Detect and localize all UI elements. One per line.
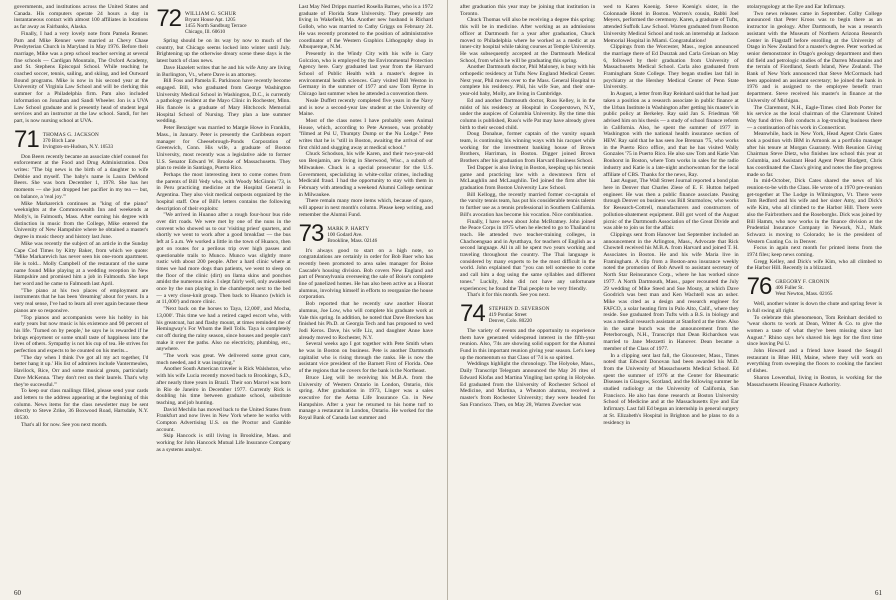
- paragraph: Another Dartmouth doctor, Phil Maloney, is busy with his orthopedic residency at Tufts New England Medical Center. Next year, Phil moves over to the Mass. General Hospital to complete his residency. Phil, his wife Sue, and their one-year-old baby, Molly, are living in Cambridge.: [460, 64, 596, 98]
- paragraph: Several weeks ago I got together with Pete Smith when he was in Boston on business. Pete is another Dartmouth capitalist who is rising through the ranks. He is now the assistant vice president of the Barnett First of Florida. One of the regions that he covers for the bank is the Northeast.: [298, 341, 433, 375]
- paragraph: Bill Kellogg, the recently married former co-captain of the varsity tennis team, has put his considerable tennis talents to further use as a tennis professional in Southern California. Bill's avocation has become his vocation. Nice combination.: [460, 191, 596, 218]
- paragraph: Clippings from the Worcester, Mass., region announced the marriage there of Ed Dusztak and Carla Greiaan on May 6, followed by their graduation from University of Massachusetts Medical School. Carla also graduated from Framingham State College. They began studies last fall in psychiatry at the Hershey Medical Center of Penn State University.: [603, 44, 739, 91]
- paragraph: Dave Hazelett writes that he and his wife Amy are living in Burlington, Vt., where Dave is an attorney.: [156, 64, 291, 78]
- paragraph: Most of the class notes I have probably seen Animal House, which, according to Pete Arensen, was probably "filmed at Psi U, Thumpty Dump or the Nu Lodge." Pete writes that he is "still in Boston, awaiting the arrival of our first child and slugging away at medical school.": [298, 117, 433, 151]
- paragraph: In a clipping sent last fall, the Gloucester, Mass., Times noted that Edward Donovan had been awarded his M.D. from the University of Massachusetts Medical School. Ed spent the summer of 1976 at the Center for Rheumatic Diseases in Glasgow, Scotland, and the following summer he studied radiology at the University of California, San Francisco. He also has done research at Boston University School of Medicine and at the Massachusetts Eye and Ear Infirmary. Last fall Ed began an internship in general surgery at St. Elizabeth's Hospital in Brighton and he plans to do a residency in: [603, 352, 739, 426]
- class-header-73: [298, 219, 433, 247]
- address-line: Bryant House Apt. 1205: [185, 17, 236, 23]
- paragraph: Two news releases came in September. Colby College announced that Peter Kroos was to begin there as an instructor in geology. After Dartmouth, he was a research assistant with the Museum of Northern Arizona Research Center in Flagstaff before enrolling at the University of Otago in New Zealand for a master's degree. Peter worked as senior demonstrator in Otago's geology department and then did field and petrologic studies of the Darren Mountains and the terrain of Fiordland, South Island, New Zealand. The Bank of New York announced that Steve McCormack had been appointed an assistant secretary; he joined the bank in 1976 and is assigned to the employee benefit trust department. Steve received his master's in finance at the University of Michigan.: [746, 10, 882, 104]
- paragraph: Doug Donahue, former captain of the varsity squash team, is continuing his winning ways with his racquet while working for the investment banking house of Brown Brothers, Harriman, in Boston. Digger joined Brown Brothers after his graduation from Harvard Business School.: [460, 131, 596, 165]
- paragraph: Don Beers recently became an associate chief counsel for enforcement at the Food and Drug Administration. Don writes: "The big news is the birth of a daughter to wife Debbie and myself. The baby's name is Laura DeMond Beers. She was born December 1, 1978. She has her moments — she just dropped her pacifier in my tea — but, on balance, a 'real joy.'": [14, 153, 149, 200]
- paragraph: In August, a letter from Ray Reinhard said that he had just taken a position as a research associate in public finance at the Urban Institute in Washington after getting his master's in public policy at Berkeley. Ray said Jan S. Friedman '68 advised him on his thesis — a study of school finance reform in California. Also, he spent the summer of 1977 in Washington with the national health insurance section of HEW. Ray said that he has seen Joe Brennan '75, who works in the Puerto Rico office, and that he has visited Wally Gonzales '75 in Puerto Rico. He also saw Tom and Katie Van Bonhorst in Boston, where Tom works in sales for the radio industry and Katie is a late-night anchorwoman for the local affiliate of CBS. Thanks for the news, Ray.: [603, 91, 739, 178]
- paragraph: Bill Foss and Pamela E. Parkinson have recently become engaged. Bill, who graduated from George Washington University Medical School in Washington, D.C., is currently a pathology resident at the Mayo Clinic in Rochester, Minn. His fiancée is a graduate of Mary Hitchcock Memorial Hospital School of Nursing. They plan a late summer wedding.: [156, 78, 291, 125]
- secretary-name: MARK P. HARTY: [327, 225, 370, 232]
- class-header-76: [746, 273, 882, 301]
- paragraph: "The piano at his two places of employment are instruments that he has been 'dreaming' about for years. In a very real sense, I've had to learn all over again because these pianos are so responsive.: [14, 287, 149, 314]
- class-year: 72: [156, 5, 182, 32]
- paragraph: otolaryngology at the Eye and Ear Infirmary.: [746, 4, 846, 10]
- paragraph: Chuck Schodson, his wife Karen, and their two-year-old son Benjamin, are living in Sherwood, Wisc., a suburb of Milwaukee. Chuck is a special prosecutor for the U.S. Government, specializing in white-collar crimes, including Medicaid fraud. I had the opportunity to stay with them in February with attending a weekend Alumni College seminar in Milwaukee.: [298, 151, 433, 198]
- class-year: 74: [460, 299, 485, 327]
- secretary-address: [489, 303, 550, 324]
- paragraph: Bob reported that he recently saw another Hoorat alumnus, Joe Low, who will complete his graduate work at Yale this spring. In addition, he noted that Dave Brecken has finished his Ph.D. at Georgia Tech and has proposed to wed Jodi Keros. Dave, his wife Liz, and daughter Anne have already moved to Rochester, N.Y.: [298, 301, 433, 341]
- right-column-3: [747, 4, 882, 586]
- address-line: 100 Godard Ave.: [327, 231, 363, 238]
- paragraph: That's all for now. See you next month.: [21, 421, 108, 428]
- paragraph: governments, and institutions across the United States and Canada. His computers operate 24 hours a day in instantaneous contact with almost 100 affiliates in locations as far away as Fairbanks, Alaska.: [14, 4, 149, 31]
- paragraph: Spring should be on its way by now to much of the country, but Chicago seems locked into winter until July. Brightening up the otherwise dreary scene these days is the latest batch of class news.: [156, 38, 291, 65]
- paragraph: Last August, The Wall Street Journal reported a bond plan here in Denver that Charles Ziese of E. F. Hutton helped engineer. He was then a public finance associate. Passing through Denver on business was Bill Sturmolow, who works for Research-Cottrell, manufacturers and constructors of pollution-abatement equipment. Bill got word of the August picnic of the Dartmouth Association of the Great Divide and was able to join us for the affair.: [603, 178, 739, 232]
- class-year: 71: [14, 125, 39, 153]
- left-column-1: [14, 4, 148, 586]
- right-page: [448, 0, 896, 600]
- paragraph: Meanwhile, back in New York, Head Agent Chris Gates took a position with IBM in Armonk as a portfolio manager after his tenure at Morgan Guaranty. With Reunion Giving Chairman Steve Dietz, who finishes law school this year at Columbia, and Assistant Head Agent Peter Blodgett, Chris has coordinated the Class's giving and notes the fine progress made so far.: [746, 131, 882, 178]
- paragraph: Peter Benziger was married to Margie Howe in Franklin, Mass., in January. Peter is presently the Caribbean export manager for Cheesebrough-Ponds Corporation of Greenwich, Conn. His wife, a graduate of Boston University, most recently was a legislative aide to former U.S. Senator Edward W. Brooke of Massachusetts. They plan to reside in Santiago, Puerto Rico.: [156, 125, 291, 172]
- paragraph: Perhaps the most interesting item to come comes from the parents of Bill Vedy who, with Woody McGinnis '73, is in Peru practicing medicine at the Hospital General in Argentina. They also visit medical outposts organized by the hospital staff. One of Bill's letters contains the following description of their exploits:: [156, 172, 291, 212]
- secretary-address: [43, 129, 113, 150]
- paragraph: The variety of events and the opportunity to experience them have generated widespread interest in the fifth-year reunion. Also, '74s are showing solid support for the Alumni Fund in this important reunion giving year season. Let's keep up the momentum so that Class of '74 is so spirited.: [460, 327, 596, 361]
- paragraph: Last May Ned Dripps married Rosella Barnes, who is a 1972 graduate of Florida State University. They presently are living in Wakefield, Ma. Another new husband is Richard Gollob, who was married to Cathy Griggs on February 24. He was recently promoted to the position of administrative coordinator of the Western Graphics Lithography shop in Albuquerque, N.M.: [298, 4, 433, 51]
- left-column-2: [156, 4, 290, 586]
- paragraph: Finally, I had a very lovely note from Pamela Renner. Pam and Mike Renner were married at Chevy Chase Presbyterian Church in Maryland in May 1976. Before their marriage, Mike was a prep school teacher serving at several fine schools — Cardigan Mountain, The Oxford Academy, and St. Stephens Episcopal School. While teaching he coached soccer, tennis, sailing, and skiing, and led Outward Bound programs. Mike is now in his second year at the University of Virginia Law School and will be clerking this summer for a Philadelphia firm. Pam also included information on Jonathan and Sandi Wheeler. Jon is a UVA Law School graduate and is presently head of student legal services and an instructor at the law school. Sandi, for her part, is now nursing school at UVA.: [14, 30, 149, 124]
- address-line: Irvington-on-Hudson, N.Y. 10533: [42, 143, 114, 150]
- paragraph: "Next back on the horses to Taya, 12,000', and Mocha, 13,000'. This time we had a retired caged escort who, with his greatcoat, hat and flashy mount, at times reminded me of Hemingway's For Whom the Bell Tolls. Taya is completely cut off during the rainy season, since houses and people can't make it over the paths. Also no electricity, plumbing, etc., anywhere.: [156, 306, 291, 353]
- paragraph: Skip Hancock is still living in Brookline, Mass. and working for John Hancock Mutual Life Insurance Company as a systems analyst.: [156, 433, 291, 453]
- paragraph: Presently in the Windy City with his wife is Gary Golczion, who is employed by the Environmental Protection Agency here. Gary graduated last year from the Harvard School of Public Health with a master's degree in environmental health sciences. Gary visited Bill Weston in Germany in the summer of 1977 and saw Tom Byrne in Chicago last summer when he attended a convention there.: [298, 50, 433, 98]
- paragraph: Ed and another Dartmouth doctor, Russ Kelley, is in the midst of his residency at Hospital in Cooperstown, N.Y., under the auspices of Columbia University. By the time this column is published, Russ's wife Pat may have already given birth to their second child.: [460, 97, 596, 131]
- secretary-name: GREGORY F. CRONIN: [775, 279, 830, 286]
- address-line: Chicago, Ill. 60610: [185, 29, 226, 35]
- paragraph: Focus in again next month for printed items from the 1974 files; keep news coming.: [746, 245, 882, 259]
- paragraph: after graduation this year may be joining that institution in Toronto.: [460, 4, 596, 17]
- paragraph: Bruce Lieg will be receiving his M.B.A. from the University of Western Ontario in London, Ontario, this spring. After graduation in 1973, Linger was a sales executive for the Aetna Life Insurance Co. in New Hampshire. After a year he returned to his home turf to manage a restaurant in London, Ontario. He worked for the Royal Bank of Canada last summer and: [298, 374, 433, 422]
- class-header-74: [460, 299, 595, 327]
- address-line: West Newton, Mass. 02165: [775, 291, 833, 298]
- paragraph: wed to Karen Koenig. Steve Koenig's sister, in the Colonnade Hotel in Boston. Warren's cousin, Rabbi Joel Meyers, performed the ceremony. Karen, a graduate of Tufts, attended Suffolk Law School. Warren graduated from Boston University Medical School and took an internship at Jackson Memorial Hospital in Miami. Congratulations!: [603, 4, 739, 44]
- class-year: 76: [746, 273, 772, 301]
- paragraph: It's always good to start on a high note, so congratulations are certainly in order for Bob Baer who has recently been promoted to area sales manager for Boise Cascade's housing division. Bob covers New England and part of Pennsylvania overseeing the sale of Boise's complete line of panelized homes. He has also been active as a Hoorat alumnus, involving himself in efforts to reorganize the house corporation.: [298, 247, 433, 301]
- paragraph: The Claremont, N.H., Eagle-Times cited Bob Porter for his service as the local chairman of the Claremont United Way fund drive. Bob conducts a log-trucking business there — a continuation of his work in Connecticut.: [746, 104, 882, 131]
- class-header-72: [156, 5, 290, 35]
- secretary-name: STEPHEN D. SEVERSON: [488, 305, 550, 312]
- secretary-address: [185, 8, 247, 35]
- paragraph: In mid-October, Dick Cates shared the news of his reunion-to-be with the Class. He wrote of a 1970 pre-reunion get-together at The Lodge in Wilmington, Vt. There were Tom Redford and his wife and her sister Amy, and Dick's wife Kim, who all climbed to the Harbor Hill. There were also the Fairbrothers and the Roseborghs. Dick was joined by Bill Hamm, who now works in the finance division at the Prudential Insurance Company in Newark, N.J., Mark Schwarz is moving to Colorado; he is the president of Western Coating Co. in Denver.: [746, 178, 882, 245]
- paragraph: Neale Duffett recently completed five years in the Navy and is now a second-year law student at the University of Maine.: [298, 97, 433, 118]
- paragraph: Gregg Kelley, and Dick's wife Kim, who all climbed to the Harbor Hill. Recently in a blizzard.: [746, 258, 882, 272]
- paragraph: Another South American traveler is Rick Walshston, who with his wife Lucia recently moved back to Brookings, S.D., after nearly three years in Brazil. Their son Marcel was born in Rio de Janeiro in December 1977. Currently Rick is doubling his time between graduate school, substitute teaching, and job hunting.: [156, 366, 291, 406]
- secretary-name: WILLIAM G. SCHUR: [185, 11, 237, 17]
- paragraph: "The work was great. We delivered some great care, much needed, and it was inspiring.": [156, 353, 291, 366]
- paragraph: Chuck Thomas will also be receiving a degree this spring: this will be in medicine. After working as an admissions officer at Dartmouth for a year after graduation, Chuck moved to Philadelphia where he worked as a medic at an inner-city hospital while taking courses at Temple University. He was subsequently accepted at the Dartmouth Medical School, from which he will be graduating this spring.: [460, 17, 596, 64]
- address-line: Brookline, Mass. 02146: [327, 237, 378, 244]
- secretary-name: THOMAS G. JACKSON: [42, 131, 99, 138]
- paragraph: Well, another winter is down the chute and spring fever is in full swing all right.: [746, 301, 882, 314]
- paragraph: Mike Markarerich continues as "king of the piano" weeknights at the Commonwealth Inn and weekends at Molly's, in Falmouth, Mass. After earning his degree with distinction in music from the College, Mike entered the University of New Hampshire where he obtained a master's degree in music theory and history last June.: [14, 200, 149, 241]
- address-line: 419 Pontiac Street: [488, 311, 527, 318]
- right-column-1: [460, 4, 595, 586]
- secretary-address: [327, 223, 377, 244]
- class-header-71: [14, 125, 148, 153]
- paragraph: "The day when I think I've got all my act together, I'd better hang it up.' His list of admirers include Vantermeulen, Havilock, Rice, Orr and some musical greats, particularly Dave McKenna. 'They don't rest on their laurels. That's why they're successful.'": [14, 354, 149, 388]
- address-line: 406 Fuller St.: [775, 285, 804, 292]
- address-line: 370 Birch Lane: [42, 137, 75, 144]
- paragraph: To keep our class mailings filled, please send your cards and letters to the address appearing at the beginning of this column. News items for the class newsletter may be sent directly to Steve Zrike, 36 Boxwood Road, Hartsdale, N.Y. 10530.: [14, 388, 149, 422]
- paragraph: Ted Dapper is also living in Boston, keeping up his tennis game and practicing law with a downtown firm of McLaughlin and McLaughlin. Ted joined the firm after his graduation from Boston University Law School.: [460, 164, 596, 191]
- paragraph: There remain many more items which, because of space, will appear in next month's column. Please keep writing, and remember the Alumni Fund.: [298, 198, 433, 218]
- page-number: 61: [875, 589, 882, 597]
- paragraph: That's it for this month. See you next.: [467, 292, 550, 299]
- right-column-2: [603, 4, 738, 586]
- paragraph: Mike was recently the subject of an article in the Sunday Cape Cod Times by Kitty Baker, from which we quote: "Mike Markarevich has never seen his one-room apartment. He is told... Molly Campbell of the restaurant of the same name found Mike playing at a wedding reception in New Hampshire and promised him a job in Falmouth. She kept her word and he came to Falmouth last April.: [14, 240, 149, 288]
- address-line: 1455 North Sandburg Terrace: [185, 23, 247, 29]
- paragraph: Weddings highlight the chronology. The Holyoke, Mass., Daily Transcript Telegram announced the May 26 rites of Edward Klofas and Martina Yingling last spring in Holyoke. Ed graduated from the University of Rochester School of Medicine, and Martina, a Wheaton alumna, received a master's from Rochester University; they were headed for San Francisco. Then, on May 28, Warren Zwecker was: [460, 361, 596, 408]
- secretary-address: [775, 276, 832, 297]
- class-year: 73: [298, 219, 324, 247]
- paragraph: To celebrate this phenomenon, Tom Reinhart decided to "wear shorts to work at Dean, Witter & Co. to give the women a taste of what they've been missing since last August." Rhino says he's shaved his legs for the first time since leaving Psi U.: [746, 314, 882, 348]
- paragraph: John Howard and a friend have leased the Seagull restaurant in Blue Hill, Maine, where they will work on everything from sweeping the floors to cooking the fanciest of dishes.: [746, 348, 882, 375]
- address-line: Denver, Colo. 80220: [488, 317, 533, 324]
- left-column-3: [299, 4, 433, 586]
- paragraph: Finally, I have news about John McBratney. John joined the Peace Corps in 1975 when he elected to go to Thailand to teach. He attended two teacher-training colleges, in Chachoengsao and in Ayutthaya, for teachers of English as a second language. All in all he spent two years working and traveling throughout the country. The Thai language is considered by many experts to be the most difficult in the world. John explained that "you can tell someone to come and call him a dog using the same syllables and different tones." Luckily, John did not have any unfortunate experiences; he found the Thai people to be very friendly.: [460, 218, 596, 292]
- paragraph: Sharon Lowenthal, living in Boston, is working for the Massachusetts Housing Finance Authority.: [746, 374, 882, 388]
- page-number: 60: [14, 589, 21, 597]
- paragraph: David Mechlin has moved back to the United States from Frankfurt and now lives in New York where he works with Compton Advertising U.S. on the Proctor and Gamble account.: [156, 406, 291, 433]
- paragraph: "Top pianos and accompanists were his hobby in his early years but now music is his existence and 90 percent of his life. 'Turned on by people,' he says he is rewarded if he brings enjoyment or some small taste of happiness into the lives of others. Sympathy is not his cup of tea. He strives for perfection and expects to be counted on his merits...: [14, 314, 149, 355]
- paragraph: "We arrived in Huanuo after a rough four-hour bus ride over dirt roads. We were met by one of the nuns in the convent who showed us to our 'visiting priest' quarters, and shortly we went to work after a good breakfast — the bus left at 5 a.m. We worked a little in the town of Huanco, then got on routes for a perilous trip over high passes and questionable trails to Munco. Munco was slightly more rustic with about 200 people. After a hard clinic where at times we had more dogs than patients, we went to sleep on the floor of the clinic (dirt) on llama skins and ponchos amidst the numerous mice. I slept fairly well, only awakened once by the nun playing in the chamberpot next to the bed — a very close-knit group. Then back to Huanco (which is at 11,000') and more clinic.: [156, 212, 291, 306]
- paragraph: Clippings sent from Hanover last September included an announcement in the Arlington, Mass., Advocate that Rick Chowtell received his M.B.A. from Harvard and joined T. H. Associates in Boston. He and his wife Maria live in Framingham. A clip from a Boston-area insurance weekly noted the promotion of Bob Atwell to assistant secretary of North Star Reinsurance Corp., where he has worked since 1977. A North Dartmouth, Mass., paper recounted the July 29 wedding of Mike Steed and Sue Mosny, at which Dave Goodrich was best man and Ken Wachtell was an usher. Mike was cited as a design and research engineer for FAFCO, a solar heating firm in Palo Alto, Calif., where they reside. Sue graduated from Tufts with a B.S. in biology and was a medical research assistant at Stanford at the time. Also in the same bunch was the announcement from the Peterborough, N.H., Transcript that Dean Richardson was married to Jane Mezzetti in Hanover. Dean became a member of the Class of 1977.: [603, 231, 739, 352]
